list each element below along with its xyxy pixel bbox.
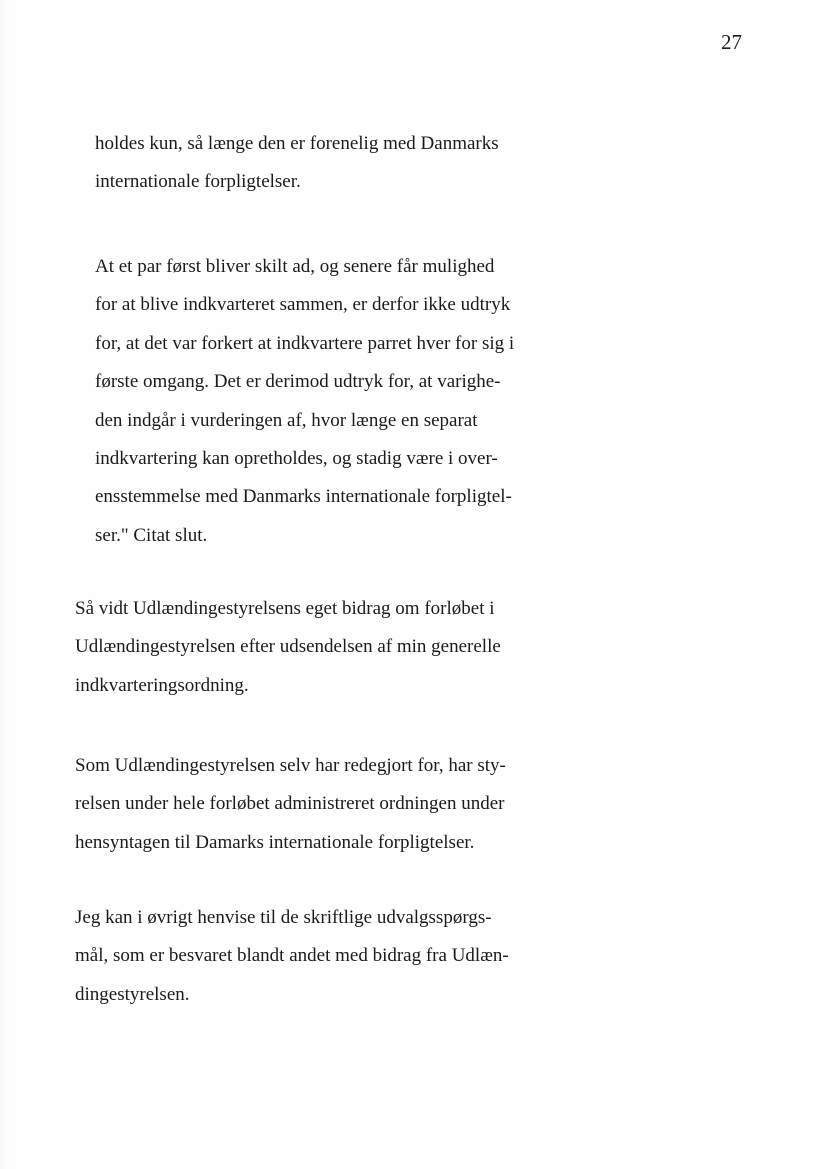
text-line: indkvartering kan opretholdes, og stadig være i over- [95, 447, 498, 469]
text-line: indkvarteringsordning. [75, 674, 249, 696]
text-line: den indgår i vurderingen af, hvor længe en separat [95, 409, 478, 431]
text-line: første omgang. Det er derimod udtryk for, at varighe- [95, 371, 501, 393]
text-line: mål, som er besvaret blandt andet med bidrag fra Udlæn- [75, 945, 509, 967]
text-line: At et par først bliver skilt ad, og senere får mulighed [95, 256, 495, 277]
text-line: Udlændingestyrelsen efter udsendelsen af min generelle [75, 636, 501, 658]
text-line: Så vidt Udlændingestyrelsens eget bidrag om forløbet i [75, 598, 495, 619]
text-line: for, at det var forkert at indkvartere parret hver for sig i [95, 332, 515, 354]
quote-final-paragraph [95, 248, 514, 555]
text-line: Som Udlændingestyrelsen selv har redegjort for, har sty- [75, 755, 506, 776]
text-line: holdes kun, så længe den er forenelig med Danmarks [95, 133, 499, 154]
text-line: ensstemmelse med Danmarks internationale forpligtel- [95, 486, 512, 508]
text-line: hensyntagen til Damarks internationale forpligtelser. [75, 831, 475, 853]
text-line: for at blive indkvarteret sammen, er derfor ikke udtryk [95, 294, 511, 316]
paragraph-1 [75, 590, 501, 705]
text-line: ser." Citat slut. [95, 524, 208, 546]
paragraph-3 [75, 899, 509, 1014]
text-line: internationale forpligtelser. [95, 171, 301, 193]
text-line: relsen under hele forløbet administreret ordningen under [75, 793, 505, 815]
text-line: dingestyrelsen. [75, 983, 190, 1005]
page-number: 27 [721, 30, 742, 54]
text-line: Jeg kan i øvrigt henvise til de skriftlige udvalgsspørgs- [75, 907, 492, 928]
quote-continuation-paragraph [95, 125, 499, 202]
paragraph-2 [75, 747, 506, 862]
